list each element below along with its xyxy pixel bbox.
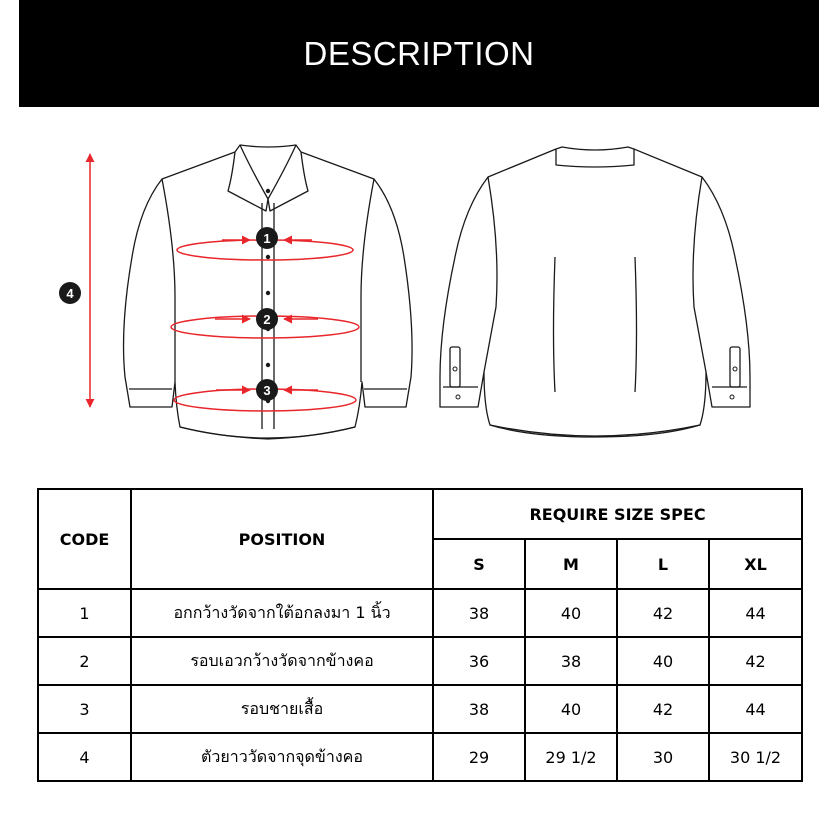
table-row — [38, 589, 802, 637]
svg-text:3: 3 — [263, 383, 271, 398]
row-value-xl: 30 1/2 — [709, 733, 802, 781]
row-value-s: 36 — [433, 637, 525, 685]
row-value-l: 30 — [617, 733, 709, 781]
row-value-l: 42 — [617, 589, 709, 637]
measure-lines — [90, 154, 359, 411]
row-code: 2 — [38, 637, 131, 685]
header-bar — [19, 0, 819, 107]
table-row — [38, 733, 802, 781]
shirt-diagram — [0, 107, 838, 477]
row-value-m: 38 — [525, 637, 617, 685]
header-size-spec: REQUIRE SIZE SPEC — [433, 489, 802, 539]
row-value-xl: 44 — [709, 685, 802, 733]
row-code: 1 — [38, 589, 131, 637]
row-value-m: 29 1/2 — [525, 733, 617, 781]
marker-2 — [256, 308, 278, 330]
header-size-m: M — [525, 539, 617, 589]
row-value-s: 29 — [433, 733, 525, 781]
header-size-xl: XL — [709, 539, 802, 589]
size-spec-table — [37, 488, 803, 782]
header-size-s: S — [433, 539, 525, 589]
row-position: รอบเอวกว้างวัดจากข้างคอ — [131, 637, 433, 685]
row-code: 4 — [38, 733, 131, 781]
header-code: CODE — [38, 489, 131, 589]
row-value-s: 38 — [433, 685, 525, 733]
row-position: รอบชายเสื้อ — [131, 685, 433, 733]
row-value-xl: 44 — [709, 589, 802, 637]
svg-text:1: 1 — [263, 231, 271, 246]
row-value-l: 40 — [617, 637, 709, 685]
row-value-m: 40 — [525, 589, 617, 637]
row-value-l: 42 — [617, 685, 709, 733]
header-size-l: L — [617, 539, 709, 589]
back-shirt — [440, 147, 750, 437]
marker-4 — [59, 282, 81, 304]
table-row — [38, 637, 802, 685]
row-position: อกกว้างวัดจากใต้อกลงมา 1 นิ้ว — [131, 589, 433, 637]
row-value-m: 40 — [525, 685, 617, 733]
table-row — [38, 685, 802, 733]
row-value-xl: 42 — [709, 637, 802, 685]
row-position: ตัวยาววัดจากจุดข้างคอ — [131, 733, 433, 781]
page-title: DESCRIPTION — [303, 34, 535, 72]
header-position: POSITION — [131, 489, 433, 589]
row-value-s: 38 — [433, 589, 525, 637]
row-code: 3 — [38, 685, 131, 733]
svg-text:2: 2 — [263, 312, 271, 327]
svg-text:4: 4 — [66, 286, 74, 301]
front-buttons — [266, 189, 270, 403]
marker-1 — [256, 227, 278, 249]
marker-3 — [256, 379, 278, 401]
back-cuff-buttons — [453, 367, 737, 399]
